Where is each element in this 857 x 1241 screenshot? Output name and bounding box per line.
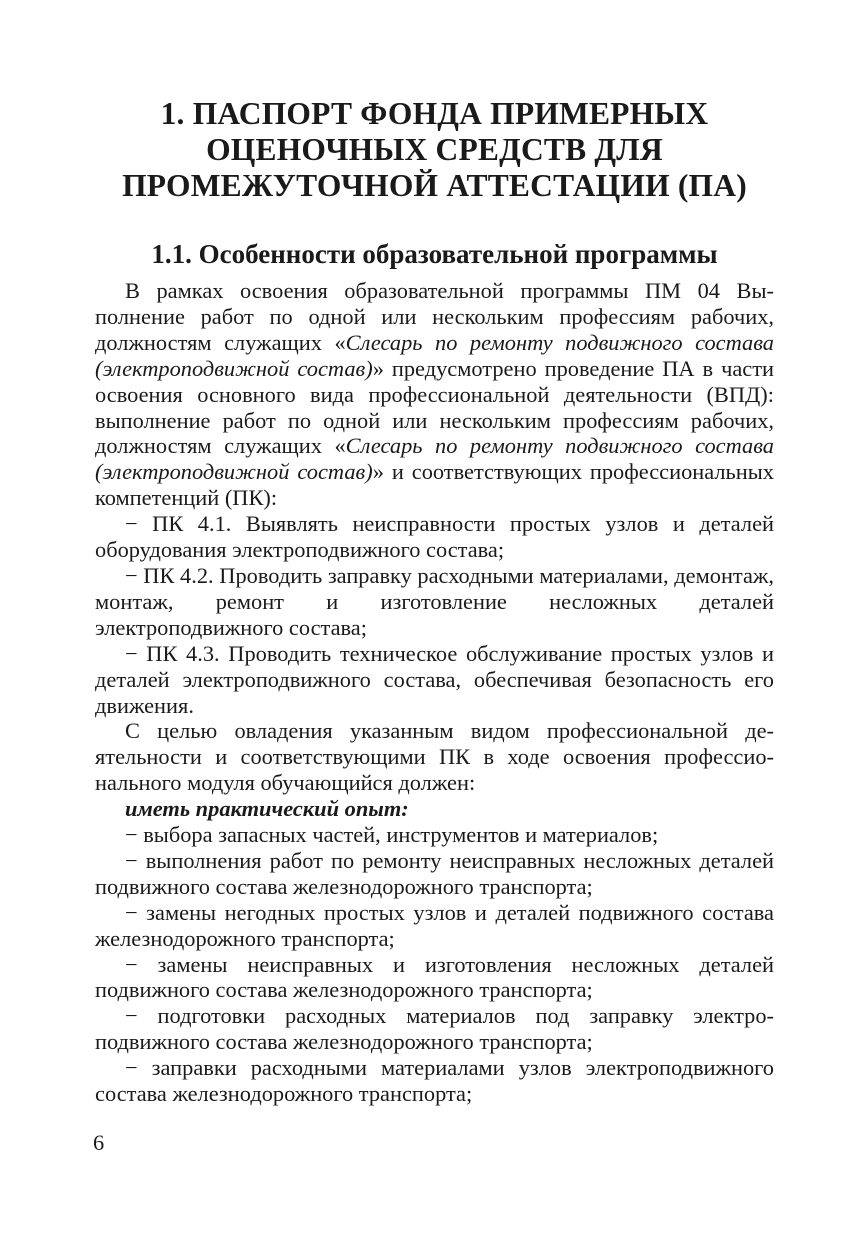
body-text bbox=[95, 278, 774, 1107]
intro-text: В рамках освоения образовательной программы ПМ 04 Выполнение работ по одной или нескольким профессиям рабочих, должностям служащих « bbox=[95, 278, 774, 355]
experience-item: − замены неисправных и изготовления несложных деталей подвижного состава железнодорожного транспорта; bbox=[95, 951, 774, 1003]
chapter-title-line: ОЦЕНОЧНЫХ СРЕДСТВ ДЛЯ bbox=[206, 132, 663, 167]
experience-item: − замены негодных простых узлов и деталей подвижного состава железнодорожного транспорта; bbox=[95, 899, 774, 951]
experience-heading-paragraph bbox=[95, 796, 774, 822]
program-name: Слесарь по ремонту подвижного состава (электроподвижной состав) bbox=[95, 329, 775, 381]
section-title: 1.1. Особенности образовательной программы bbox=[151, 239, 718, 269]
experience-heading: иметь практический опыт: bbox=[125, 796, 409, 822]
competency-item: − ПК 4.3. Проводить техническое обслуживание простых узлов и деталей электроподвижного состава, обеспечивая безопасность его движения. bbox=[95, 640, 774, 718]
competency-item: − ПК 4.2. Проводить заправку расходными материалами, демонтаж, монтаж, ремонт и изготовление несложных деталей электроподвижного состава; bbox=[95, 562, 774, 640]
experience-item: − заправки расходными материалами узлов электроподвижного состава железнодорожного транспорта; bbox=[95, 1055, 774, 1107]
chapter-title-line: ПРОМЕЖУТОЧНОЙ АТТЕСТАЦИИ (ПА) bbox=[122, 168, 747, 203]
competency-item: − ПК 4.1. Выявлять неисправности простых узлов и деталей оборудования электроподвижного состава; bbox=[95, 511, 774, 563]
chapter-title-line: 1. ПАСПОРТ ФОНДА ПРИМЕРНЫХ bbox=[160, 96, 709, 131]
intro-paragraph bbox=[95, 278, 774, 511]
intro-text: » и соответствующих профессиональных компетенций (ПК): bbox=[95, 459, 774, 511]
program-name: Слесарь по ремонту подвижного состава (электроподвижной состав) bbox=[95, 433, 775, 485]
experience-item: − подготовки расходных материалов под заправку электроподвижного состава железнодорожного транспорта; bbox=[95, 1003, 774, 1055]
experience-item: − выбора запасных частей, инструментов и материалов; bbox=[125, 822, 659, 848]
page-number: 6 bbox=[93, 1130, 105, 1155]
page-content bbox=[95, 96, 774, 1107]
chapter-title bbox=[95, 96, 774, 204]
intro-text: » предусмотрено проведение ПА в части освоения основного вида профессиональной деятельности (ВПД): выполнение работ по одной или нескольким профессиям рабочих, должностям служащих « bbox=[95, 355, 774, 459]
experience-item: − выполнения работ по ремонту неисправных несложных деталей подвижного состава железнодорожного транспорта; bbox=[95, 847, 774, 899]
purpose-paragraph: С целью овладения указанным видом профессиональной деятельности и соответствующими ПК в ходе освоения профессионального модуля обучающийся должен: bbox=[95, 718, 774, 796]
